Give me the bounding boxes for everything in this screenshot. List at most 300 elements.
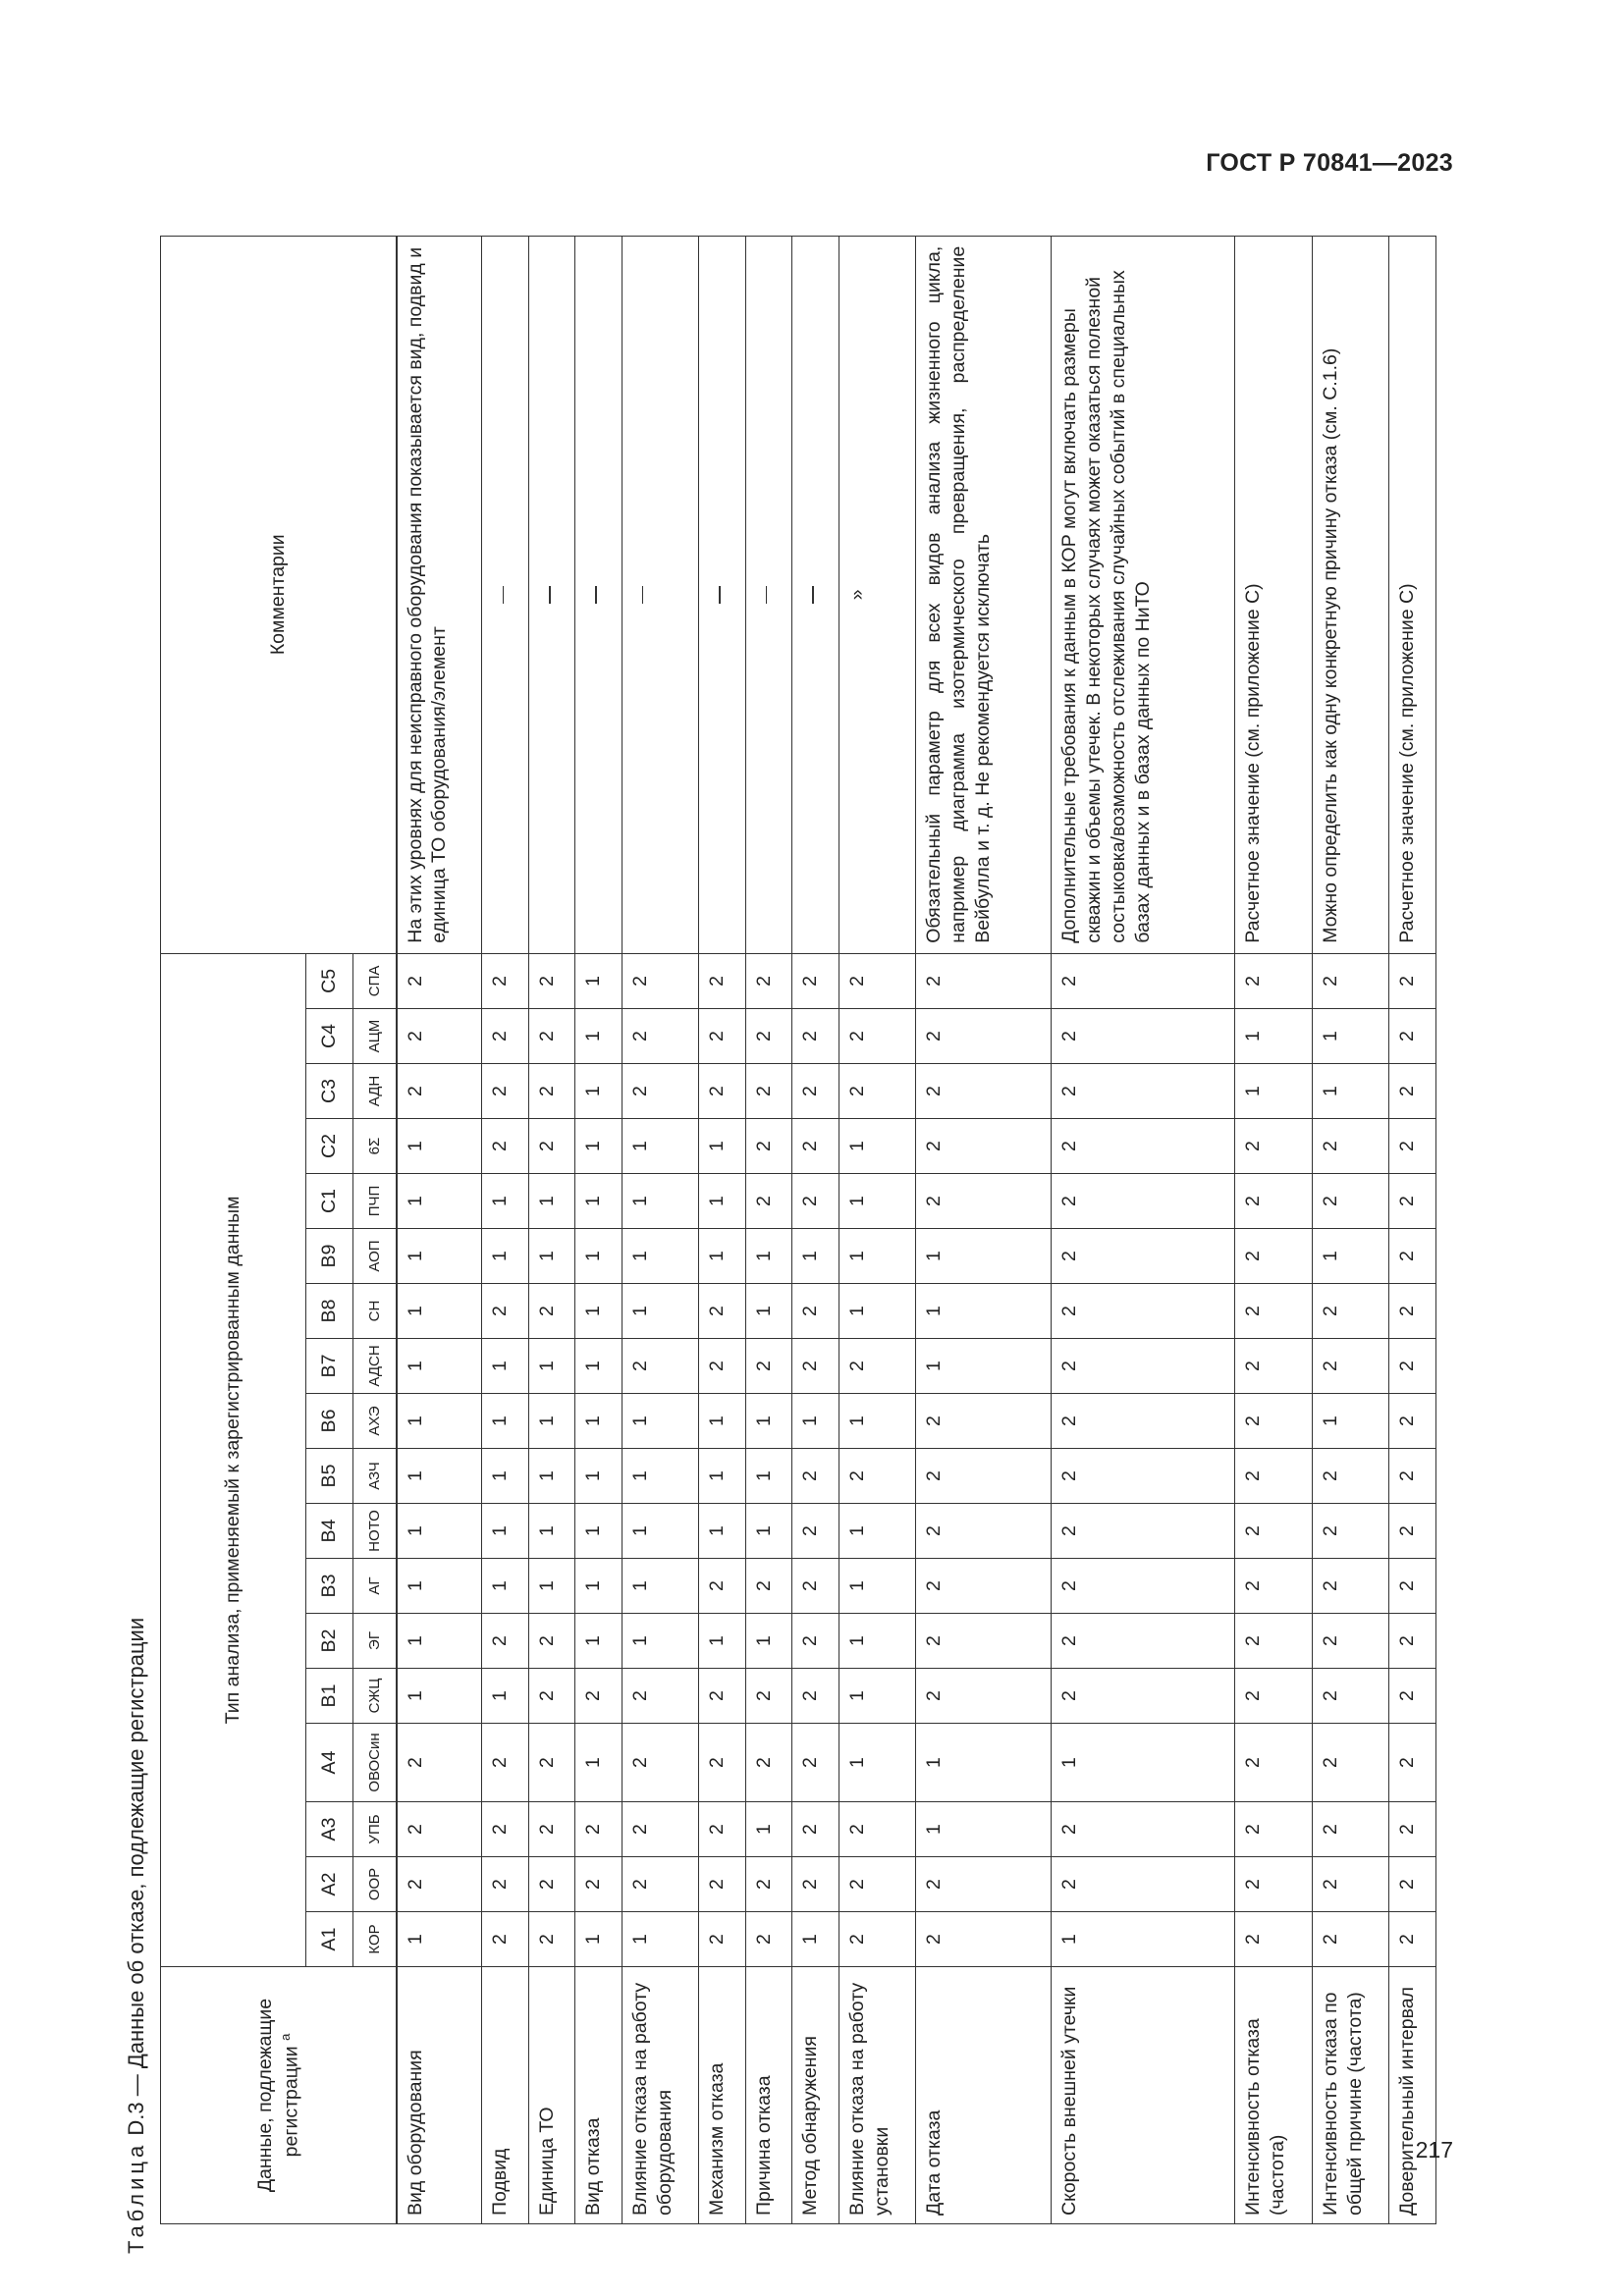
dash-mark bbox=[719, 586, 721, 604]
value-cell: 1 bbox=[916, 1284, 1051, 1339]
table-row bbox=[622, 236, 699, 2223]
comment-cell: Расчетное значение (см. приложение С) bbox=[1389, 236, 1436, 953]
table-wrapper bbox=[160, 237, 1436, 2224]
value-cell: 1 bbox=[745, 1229, 791, 1284]
value-cell: 2 bbox=[792, 1724, 839, 1802]
value-cell: 2 bbox=[745, 1559, 791, 1614]
value-cell: 2 bbox=[839, 1802, 916, 1857]
value-cell: 1 bbox=[916, 1229, 1051, 1284]
col-code: B1 bbox=[306, 1669, 353, 1724]
value-cell: 2 bbox=[916, 1009, 1051, 1064]
value-cell: 2 bbox=[1389, 1339, 1436, 1394]
value-cell: 2 bbox=[1235, 1339, 1313, 1394]
value-cell: 2 bbox=[1051, 1504, 1234, 1559]
col-header-data-text: Данные, подлежащие регистрации bbox=[253, 1998, 301, 2193]
value-cell: 2 bbox=[699, 1724, 745, 1802]
value-cell: 2 bbox=[1051, 1174, 1234, 1229]
table-row bbox=[745, 236, 791, 2223]
value-cell: 1 bbox=[622, 1504, 699, 1559]
value-cell: 2 bbox=[1235, 1912, 1313, 1967]
value-cell: 1 bbox=[482, 1174, 528, 1229]
col-abbr: ПЧП bbox=[353, 1174, 397, 1229]
value-cell: 2 bbox=[1235, 1559, 1313, 1614]
value-cell: 2 bbox=[699, 1339, 745, 1394]
value-cell: 2 bbox=[1051, 1064, 1234, 1119]
table-row bbox=[1051, 236, 1234, 2223]
value-cell: 2 bbox=[1051, 1857, 1234, 1912]
value-cell: 1 bbox=[575, 1339, 622, 1394]
value-cell: 2 bbox=[1312, 1174, 1389, 1229]
value-cell: 2 bbox=[839, 1009, 916, 1064]
value-cell: 1 bbox=[575, 1559, 622, 1614]
comment-cell bbox=[575, 236, 622, 953]
value-cell: 2 bbox=[1051, 1009, 1234, 1064]
row-label: Вид оборудования bbox=[397, 1967, 482, 2224]
value-cell: 1 bbox=[839, 1504, 916, 1559]
failure-data-table bbox=[160, 236, 1436, 2224]
value-cell: 1 bbox=[575, 1912, 622, 1967]
comment-cell: Обязательный параметр для всех видов анализа жизненного цикла, например диаграмма изотермического превращения, распределение Вейбулла и т. д. Не рекомендуется исключать bbox=[916, 236, 1051, 953]
value-cell: 1 bbox=[528, 1174, 574, 1229]
value-cell: 2 bbox=[699, 953, 745, 1008]
row-label: Метод обнаружения bbox=[792, 1967, 839, 2224]
value-cell: 2 bbox=[1235, 1669, 1313, 1724]
value-cell: 2 bbox=[699, 1064, 745, 1119]
col-code: C1 bbox=[306, 1174, 353, 1229]
page-number: 217 bbox=[1415, 2137, 1453, 2163]
value-cell: 2 bbox=[699, 1857, 745, 1912]
value-cell: 1 bbox=[575, 1064, 622, 1119]
value-cell: 2 bbox=[1312, 1857, 1389, 1912]
value-cell: 1 bbox=[575, 1174, 622, 1229]
col-header-footnote: a bbox=[277, 2033, 293, 2041]
value-cell: 2 bbox=[528, 1064, 574, 1119]
value-cell: 1 bbox=[622, 1559, 699, 1614]
value-cell: 1 bbox=[528, 1394, 574, 1449]
value-cell: 2 bbox=[792, 953, 839, 1008]
table-row bbox=[528, 236, 574, 2223]
value-cell: 2 bbox=[575, 1669, 622, 1724]
table-row bbox=[397, 236, 482, 2223]
value-cell: 2 bbox=[745, 1009, 791, 1064]
value-cell: 2 bbox=[1389, 1064, 1436, 1119]
value-cell: 2 bbox=[528, 953, 574, 1008]
value-cell: 2 bbox=[916, 1174, 1051, 1229]
value-cell: 2 bbox=[1051, 953, 1234, 1008]
col-code: C3 bbox=[306, 1064, 353, 1119]
value-cell: 1 bbox=[575, 953, 622, 1008]
value-cell: 2 bbox=[1235, 1449, 1313, 1504]
value-cell: 2 bbox=[397, 1064, 482, 1119]
value-cell: 2 bbox=[622, 1802, 699, 1857]
value-cell: 1 bbox=[528, 1559, 574, 1614]
value-cell: 1 bbox=[528, 1229, 574, 1284]
value-cell: 2 bbox=[839, 953, 916, 1008]
row-label: Доверительный интервал bbox=[1389, 1967, 1436, 2224]
table-row bbox=[839, 236, 916, 2223]
value-cell: 1 bbox=[916, 1724, 1051, 1802]
value-cell: 2 bbox=[916, 1559, 1051, 1614]
value-cell: 2 bbox=[916, 1614, 1051, 1669]
value-cell: 2 bbox=[397, 1009, 482, 1064]
value-cell: 2 bbox=[1389, 1912, 1436, 1967]
value-cell: 1 bbox=[699, 1229, 745, 1284]
group-header: Тип анализа, применяемый к зарегистрированным данным bbox=[161, 953, 306, 1966]
value-cell: 1 bbox=[397, 1394, 482, 1449]
comment-cell bbox=[528, 236, 574, 953]
value-cell: 1 bbox=[575, 1504, 622, 1559]
value-cell: 1 bbox=[528, 1449, 574, 1504]
value-cell: 2 bbox=[1312, 1614, 1389, 1669]
value-cell: 2 bbox=[745, 1669, 791, 1724]
col-abbr: СПА bbox=[353, 953, 397, 1008]
comment-cell: Дополнительные требования к данным в КОР могут включать размеры скважин и объемы утечек. В некоторых случаях может оказаться полезной состыковка/возможность отслеживания случайных событий в специальных базах данных и в базах данных по НиТО bbox=[1051, 236, 1234, 953]
row-label: Влияние отказа на работу оборудования bbox=[622, 1967, 699, 2224]
value-cell: 1 bbox=[839, 1229, 916, 1284]
value-cell: 1 bbox=[745, 1394, 791, 1449]
value-cell: 2 bbox=[839, 1912, 916, 1967]
value-cell: 2 bbox=[397, 1802, 482, 1857]
value-cell: 1 bbox=[839, 1614, 916, 1669]
value-cell: 1 bbox=[1051, 1912, 1234, 1967]
dash-mark bbox=[503, 586, 505, 604]
value-cell: 1 bbox=[482, 1229, 528, 1284]
value-cell: 2 bbox=[1389, 1614, 1436, 1669]
value-cell: 1 bbox=[1235, 1064, 1313, 1119]
value-cell: 2 bbox=[745, 1724, 791, 1802]
value-cell: 1 bbox=[1235, 1009, 1313, 1064]
value-cell: 1 bbox=[528, 1339, 574, 1394]
value-cell: 1 bbox=[575, 1449, 622, 1504]
col-code: B6 bbox=[306, 1394, 353, 1449]
table-body bbox=[397, 236, 1436, 2223]
value-cell: 2 bbox=[1051, 1394, 1234, 1449]
table-row bbox=[916, 236, 1051, 2223]
value-cell: 2 bbox=[792, 1802, 839, 1857]
value-cell: 2 bbox=[397, 1857, 482, 1912]
col-code: C4 bbox=[306, 1009, 353, 1064]
value-cell: 2 bbox=[1051, 1669, 1234, 1724]
value-cell: 2 bbox=[1235, 1229, 1313, 1284]
col-code: B3 bbox=[306, 1559, 353, 1614]
col-abbr: ООР bbox=[353, 1857, 397, 1912]
value-cell: 1 bbox=[622, 1174, 699, 1229]
value-cell: 2 bbox=[1312, 1559, 1389, 1614]
value-cell: 1 bbox=[575, 1394, 622, 1449]
value-cell: 2 bbox=[1312, 1724, 1389, 1802]
value-cell: 2 bbox=[916, 1449, 1051, 1504]
value-cell: 1 bbox=[745, 1802, 791, 1857]
row-label: Дата отказа bbox=[916, 1967, 1051, 2224]
row-label: Подвид bbox=[482, 1967, 528, 2224]
table-row bbox=[1235, 236, 1313, 2223]
value-cell: 1 bbox=[839, 1174, 916, 1229]
value-cell: 1 bbox=[482, 1559, 528, 1614]
value-cell: 2 bbox=[1051, 1119, 1234, 1174]
value-cell: 2 bbox=[1235, 1284, 1313, 1339]
row-label: Причина отказа bbox=[745, 1967, 791, 2224]
value-cell: 1 bbox=[699, 1614, 745, 1669]
value-cell: 2 bbox=[839, 1857, 916, 1912]
value-cell: 2 bbox=[397, 1724, 482, 1802]
value-cell: 2 bbox=[528, 1669, 574, 1724]
value-cell: 2 bbox=[1389, 1802, 1436, 1857]
value-cell: 1 bbox=[575, 1614, 622, 1669]
value-cell: 2 bbox=[1389, 1284, 1436, 1339]
col-code: B4 bbox=[306, 1504, 353, 1559]
comment-cell: Можно определить как одну конкретную причину отказа (см. С.1.6) bbox=[1312, 236, 1389, 953]
value-cell: 2 bbox=[916, 1912, 1051, 1967]
value-cell: 1 bbox=[1051, 1724, 1234, 1802]
value-cell: 2 bbox=[1235, 1614, 1313, 1669]
comment-cell bbox=[699, 236, 745, 953]
value-cell: 2 bbox=[745, 1119, 791, 1174]
value-cell: 2 bbox=[839, 1064, 916, 1119]
value-cell: 2 bbox=[622, 953, 699, 1008]
dash-mark bbox=[766, 586, 768, 604]
value-cell: 1 bbox=[745, 1614, 791, 1669]
col-abbr: АХЭ bbox=[353, 1394, 397, 1449]
value-cell: 1 bbox=[397, 1912, 482, 1967]
value-cell: 1 bbox=[699, 1449, 745, 1504]
value-cell: 2 bbox=[575, 1857, 622, 1912]
value-cell: 2 bbox=[1312, 1912, 1389, 1967]
value-cell: 2 bbox=[528, 1119, 574, 1174]
col-code: A2 bbox=[306, 1857, 353, 1912]
col-abbr: УПБ bbox=[353, 1802, 397, 1857]
row-label: Единица ТО bbox=[528, 1967, 574, 2224]
value-cell: 2 bbox=[699, 1802, 745, 1857]
value-cell: 2 bbox=[622, 1339, 699, 1394]
value-cell: 2 bbox=[1235, 1394, 1313, 1449]
value-cell: 1 bbox=[699, 1119, 745, 1174]
value-cell: 2 bbox=[839, 1449, 916, 1504]
value-cell: 2 bbox=[792, 1284, 839, 1339]
comment-cell: » bbox=[839, 236, 916, 953]
value-cell: 2 bbox=[482, 1009, 528, 1064]
value-cell: 2 bbox=[1051, 1802, 1234, 1857]
value-cell: 2 bbox=[792, 1339, 839, 1394]
value-cell: 2 bbox=[745, 1339, 791, 1394]
col-abbr: ЭГ bbox=[353, 1614, 397, 1669]
value-cell: 2 bbox=[1051, 1559, 1234, 1614]
comment-cell: Расчетное значение (см. приложение С) bbox=[1235, 236, 1313, 953]
comment-cell: На этих уровнях для неисправного оборудования показывается вид, подвид и единица ТО оборудования/элемент bbox=[397, 236, 482, 953]
value-cell: 2 bbox=[528, 1724, 574, 1802]
value-cell: 2 bbox=[482, 1912, 528, 1967]
value-cell: 2 bbox=[482, 1119, 528, 1174]
row-label: Вид отказа bbox=[575, 1967, 622, 2224]
value-cell: 2 bbox=[699, 1284, 745, 1339]
value-cell: 2 bbox=[1389, 1174, 1436, 1229]
value-cell: 1 bbox=[575, 1284, 622, 1339]
value-cell: 2 bbox=[1235, 1802, 1313, 1857]
value-cell: 2 bbox=[916, 1119, 1051, 1174]
value-cell: 2 bbox=[792, 1614, 839, 1669]
value-cell: 2 bbox=[745, 1912, 791, 1967]
value-cell: 2 bbox=[792, 1064, 839, 1119]
value-cell: 2 bbox=[792, 1504, 839, 1559]
table-row bbox=[575, 236, 622, 2223]
value-cell: 1 bbox=[575, 1724, 622, 1802]
col-header-comment: Комментарии bbox=[161, 236, 397, 953]
value-cell: 1 bbox=[745, 1504, 791, 1559]
comment-cell bbox=[745, 236, 791, 953]
value-cell: 2 bbox=[1312, 1802, 1389, 1857]
value-cell: 2 bbox=[1235, 1119, 1313, 1174]
value-cell: 1 bbox=[622, 1229, 699, 1284]
value-cell: 2 bbox=[1389, 1119, 1436, 1174]
value-cell: 2 bbox=[699, 1669, 745, 1724]
value-cell: 2 bbox=[622, 1669, 699, 1724]
col-code: C2 bbox=[306, 1119, 353, 1174]
value-cell: 2 bbox=[699, 1009, 745, 1064]
value-cell: 2 bbox=[622, 1857, 699, 1912]
table-row bbox=[482, 236, 528, 2223]
value-cell: 1 bbox=[482, 1394, 528, 1449]
col-abbr: СЖЦ bbox=[353, 1669, 397, 1724]
col-code: A4 bbox=[306, 1724, 353, 1802]
value-cell: 2 bbox=[916, 1394, 1051, 1449]
dash-mark bbox=[549, 586, 551, 604]
value-cell: 2 bbox=[397, 953, 482, 1008]
comment-cell bbox=[792, 236, 839, 953]
value-cell: 2 bbox=[528, 1614, 574, 1669]
col-abbr: АОП bbox=[353, 1229, 397, 1284]
col-abbr: ОВОСин bbox=[353, 1724, 397, 1802]
value-cell: 2 bbox=[482, 1614, 528, 1669]
comment-cell bbox=[482, 236, 528, 953]
value-cell: 1 bbox=[699, 1394, 745, 1449]
value-cell: 1 bbox=[916, 1802, 1051, 1857]
value-cell: 2 bbox=[1312, 1119, 1389, 1174]
table-caption bbox=[118, 291, 149, 2254]
value-cell: 1 bbox=[397, 1504, 482, 1559]
value-cell: 2 bbox=[792, 1119, 839, 1174]
value-cell: 2 bbox=[482, 953, 528, 1008]
caption-label: Таблица bbox=[124, 2141, 148, 2254]
value-cell: 2 bbox=[622, 1724, 699, 1802]
value-cell: 2 bbox=[839, 1339, 916, 1394]
value-cell: 2 bbox=[1312, 1284, 1389, 1339]
value-cell: 2 bbox=[1312, 1449, 1389, 1504]
value-cell: 2 bbox=[1235, 1724, 1313, 1802]
value-cell: 2 bbox=[792, 1009, 839, 1064]
value-cell: 2 bbox=[1051, 1229, 1234, 1284]
value-cell: 2 bbox=[792, 1449, 839, 1504]
value-cell: 1 bbox=[528, 1504, 574, 1559]
value-cell: 1 bbox=[1312, 1009, 1389, 1064]
value-cell: 1 bbox=[575, 1229, 622, 1284]
value-cell: 2 bbox=[528, 1857, 574, 1912]
col-abbr: 6Σ bbox=[353, 1119, 397, 1174]
value-cell: 1 bbox=[397, 1229, 482, 1284]
value-cell: 1 bbox=[482, 1504, 528, 1559]
value-cell: 2 bbox=[792, 1669, 839, 1724]
table-row bbox=[699, 236, 745, 2223]
value-cell: 1 bbox=[397, 1669, 482, 1724]
value-cell: 2 bbox=[1312, 1669, 1389, 1724]
value-cell: 1 bbox=[839, 1669, 916, 1724]
col-abbr: АДН bbox=[353, 1064, 397, 1119]
value-cell: 2 bbox=[1235, 1504, 1313, 1559]
value-cell: 2 bbox=[528, 1284, 574, 1339]
table-row bbox=[1312, 236, 1389, 2223]
value-cell: 2 bbox=[1312, 1339, 1389, 1394]
value-cell: 1 bbox=[575, 1119, 622, 1174]
value-cell: 2 bbox=[482, 1802, 528, 1857]
value-cell: 1 bbox=[622, 1284, 699, 1339]
dash-mark bbox=[812, 586, 814, 604]
value-cell: 1 bbox=[916, 1339, 1051, 1394]
value-cell: 1 bbox=[482, 1339, 528, 1394]
value-cell: 2 bbox=[1051, 1614, 1234, 1669]
value-cell: 2 bbox=[1235, 1174, 1313, 1229]
value-cell: 2 bbox=[916, 1064, 1051, 1119]
value-cell: 2 bbox=[792, 1559, 839, 1614]
dash-mark bbox=[642, 586, 644, 604]
table-caption-wrap bbox=[118, 291, 157, 2254]
value-cell: 2 bbox=[916, 1857, 1051, 1912]
col-abbr: АЦМ bbox=[353, 1009, 397, 1064]
value-cell: 1 bbox=[397, 1119, 482, 1174]
value-cell: 1 bbox=[397, 1559, 482, 1614]
value-cell: 2 bbox=[745, 1857, 791, 1912]
value-cell: 1 bbox=[397, 1449, 482, 1504]
value-cell: 2 bbox=[622, 1064, 699, 1119]
value-cell: 2 bbox=[1389, 1394, 1436, 1449]
value-cell: 2 bbox=[1312, 1504, 1389, 1559]
value-cell: 1 bbox=[839, 1559, 916, 1614]
value-cell: 1 bbox=[622, 1394, 699, 1449]
value-cell: 2 bbox=[482, 1284, 528, 1339]
value-cell: 1 bbox=[622, 1912, 699, 1967]
value-cell: 1 bbox=[1312, 1394, 1389, 1449]
value-cell: 2 bbox=[916, 1669, 1051, 1724]
value-cell: 1 bbox=[397, 1614, 482, 1669]
value-cell: 1 bbox=[575, 1009, 622, 1064]
value-cell: 1 bbox=[1312, 1064, 1389, 1119]
value-cell: 1 bbox=[792, 1394, 839, 1449]
value-cell: 2 bbox=[1389, 1857, 1436, 1912]
value-cell: 2 bbox=[1235, 1857, 1313, 1912]
value-cell: 2 bbox=[1051, 1339, 1234, 1394]
value-cell: 1 bbox=[482, 1669, 528, 1724]
value-cell: 1 bbox=[1312, 1229, 1389, 1284]
value-cell: 2 bbox=[528, 1802, 574, 1857]
value-cell: 2 bbox=[482, 1064, 528, 1119]
value-cell: 1 bbox=[397, 1284, 482, 1339]
row-label: Механизм отказа bbox=[699, 1967, 745, 2224]
col-abbr: АЗЧ bbox=[353, 1449, 397, 1504]
table-row bbox=[792, 236, 839, 2223]
col-header-data bbox=[161, 1967, 397, 2224]
col-code: B5 bbox=[306, 1449, 353, 1504]
value-cell: 2 bbox=[482, 1724, 528, 1802]
row-label: Скорость внешней утечки bbox=[1051, 1967, 1234, 2224]
value-cell: 2 bbox=[482, 1857, 528, 1912]
value-cell: 2 bbox=[745, 1174, 791, 1229]
value-cell: 2 bbox=[699, 1559, 745, 1614]
value-cell: 1 bbox=[839, 1724, 916, 1802]
value-cell: 2 bbox=[575, 1802, 622, 1857]
value-cell: 1 bbox=[792, 1912, 839, 1967]
value-cell: 2 bbox=[1389, 1449, 1436, 1504]
col-code: C5 bbox=[306, 953, 353, 1008]
value-cell: 1 bbox=[397, 1339, 482, 1394]
value-cell: 1 bbox=[622, 1614, 699, 1669]
row-label: Интенсивность отказа (частота) bbox=[1235, 1967, 1313, 2224]
